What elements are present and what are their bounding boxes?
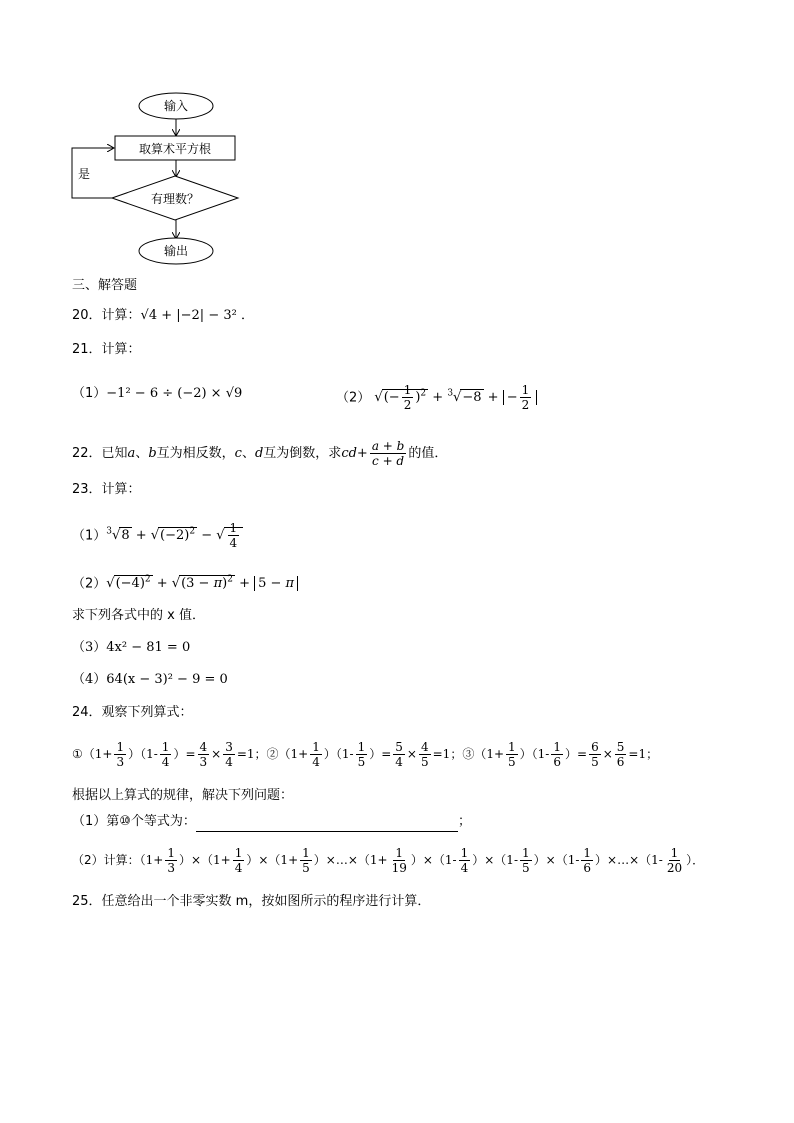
flow-output-label: 输出	[163, 244, 189, 258]
q22: 22．已知a、b互为相反数，c、d互为倒数，求cd+ $\frac{a + b}{c + d}$ 的值．	[72, 439, 448, 468]
q21-part1: （1）−1² − 6 ÷ (−2) × √9	[72, 386, 243, 401]
flow-process-label: 取算术平方根	[138, 142, 212, 156]
q24-ask2: （2）计算：（1+ $\frac{1}{3}$ ）×（1+ $\frac{1}{4}$ ）×（1+ $\frac{1}{5}$ ）×…×（1+ $\frac{1}{19}$ ）×（1- $\frac{1}{4}$ ）×（1- $\frac{1}{5}$ ）×（1- $\frac{1}{6}$ ）×…×（1- $\frac{1}{20}$ ）．	[72, 846, 705, 875]
flow-input-label: 输入	[163, 99, 189, 113]
q25: 25．任意给出一个非零实数 m，按如图所示的程序进行计算．	[72, 894, 431, 909]
q24-ask1: （1）第⑩个等式为： ；	[72, 812, 471, 832]
q23-part2: $(2)√(-4)^2 + √(3 - \pi)^2 + 5 - \pi$	[72, 570, 298, 594]
q21-part2: （2） √(− $\frac{1}{2}$ )$^2$ + $^3$√−8 + − $\frac{1}{2}$	[336, 376, 537, 416]
flow-decision-label: 有理数？	[150, 192, 200, 206]
q24-rule: 根据以上算式的规律，解决下列问题：	[72, 788, 294, 803]
flow-yes-label: 是	[78, 167, 91, 181]
q23-part3: （3）4x² − 81 = 0	[72, 640, 191, 655]
q20-expr: √4 + |−2| − 3² ．	[140, 308, 254, 323]
section-title: 三、解答题	[72, 278, 138, 293]
answer-blank[interactable]	[196, 817, 458, 832]
q23-part1: $(1)^3√8 + √(-2)^2$ − √ $\frac{1}{4}$	[72, 514, 243, 554]
q24-title: 24．观察下列算式：	[72, 705, 193, 720]
q24-examples: ①（1+ $\frac{1}{3}$ ）（1- $\frac{1}{4}$ ）= $\frac{4}{3}$ × $\frac{3}{4}$ =1；②（1+ $\frac{1}{4}$ ）（1- $\frac{1}{5}$ ）= $\frac{5}{4}$ × $\frac{4}{5}$ =1；③（1+ $\frac{1}{5}$ ）（1- $\frac{1}{6}$ ）= $\frac{6}{5}$ × $\frac{5}{6}$ =1；	[72, 740, 659, 769]
q23-sub: 求下列各式中的 x 值．	[72, 608, 205, 623]
q23-title: 23．计算：	[72, 482, 141, 497]
q20: 20．计算：√4 + |−2| − 3² ．	[72, 308, 254, 323]
q23-part4: （4）64(x − 3)² − 9 = 0	[72, 672, 228, 687]
flowchart	[60, 88, 260, 278]
q21-title: 21．计算：	[72, 342, 141, 357]
